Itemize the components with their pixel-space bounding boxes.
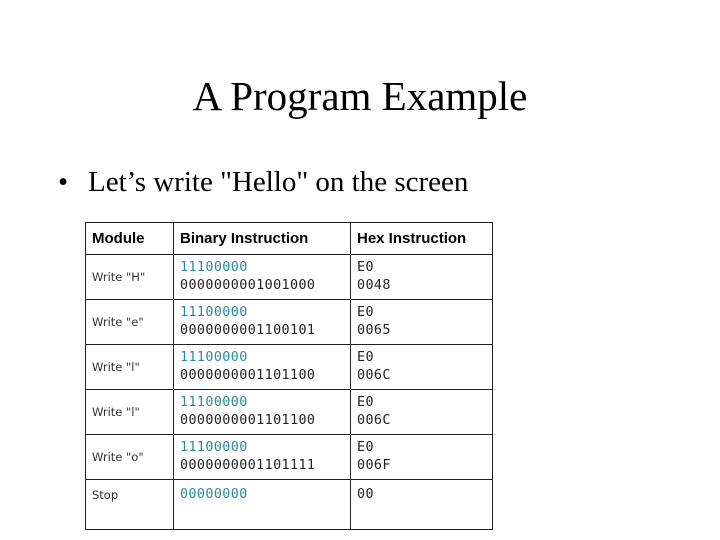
hex-cell xyxy=(351,300,493,345)
table-header-row xyxy=(86,223,493,255)
binary-operand: 0000000001001000 xyxy=(180,278,316,293)
header-hex-instruction: Hex Instruction xyxy=(351,223,493,255)
hex-cell xyxy=(351,255,493,300)
bullet-text: Let’s write "Hello" on the screen xyxy=(88,166,469,198)
binary-cell xyxy=(174,300,351,345)
module-cell xyxy=(86,255,174,300)
binary-opcode: 11100000 xyxy=(180,260,248,275)
binary-cell xyxy=(174,435,351,480)
hex-opcode: E0 xyxy=(357,440,374,455)
hex-opcode: E0 xyxy=(357,260,374,275)
hex-operand: 006F xyxy=(357,458,391,473)
binary-cell xyxy=(174,345,351,390)
hex-cell xyxy=(351,480,493,530)
module-label: Write "l" xyxy=(92,405,140,419)
module-label: Write "l" xyxy=(92,360,140,374)
binary-opcode: 00000000 xyxy=(180,487,248,502)
module-cell xyxy=(86,390,174,435)
binary-operand: 0000000001101111 xyxy=(180,458,316,473)
hex-opcode: 00 xyxy=(357,487,374,502)
module-label: Stop xyxy=(92,488,119,502)
table-row xyxy=(86,300,493,345)
module-cell xyxy=(86,345,174,390)
table-row xyxy=(86,435,493,480)
table-row xyxy=(86,345,493,390)
module-cell xyxy=(86,480,174,530)
hex-cell xyxy=(351,435,493,480)
module-cell xyxy=(86,300,174,345)
program-table xyxy=(85,222,493,530)
binary-cell xyxy=(174,480,351,530)
hex-operand: 0065 xyxy=(357,323,391,338)
header-module: Module xyxy=(86,223,174,255)
header-binary-instruction: Binary Instruction xyxy=(174,223,351,255)
binary-opcode: 11100000 xyxy=(180,395,248,410)
slide-title: A Program Example xyxy=(192,73,528,119)
hex-cell xyxy=(351,345,493,390)
binary-cell xyxy=(174,390,351,435)
hex-opcode: E0 xyxy=(357,395,374,410)
table-row xyxy=(86,255,493,300)
binary-opcode: 11100000 xyxy=(180,350,248,365)
hex-operand: 006C xyxy=(357,368,391,383)
binary-opcode: 11100000 xyxy=(180,305,248,320)
binary-operand: 0000000001101100 xyxy=(180,368,316,383)
module-label: Write "H" xyxy=(92,270,146,284)
hex-cell xyxy=(351,390,493,435)
table-row xyxy=(86,480,493,530)
bullet-item xyxy=(58,162,468,202)
hex-operand: 0048 xyxy=(357,278,391,293)
hex-opcode: E0 xyxy=(357,350,374,365)
binary-cell xyxy=(174,255,351,300)
hex-opcode: E0 xyxy=(357,305,374,320)
table-row xyxy=(86,390,493,435)
binary-opcode: 11100000 xyxy=(180,440,248,455)
module-label: Write "e" xyxy=(92,315,144,329)
bullet-icon: • xyxy=(58,166,69,198)
module-cell xyxy=(86,435,174,480)
binary-operand: 0000000001101100 xyxy=(180,413,316,428)
module-label: Write "o" xyxy=(92,450,144,464)
binary-operand: 0000000001100101 xyxy=(180,323,316,338)
hex-operand: 006C xyxy=(357,413,391,428)
